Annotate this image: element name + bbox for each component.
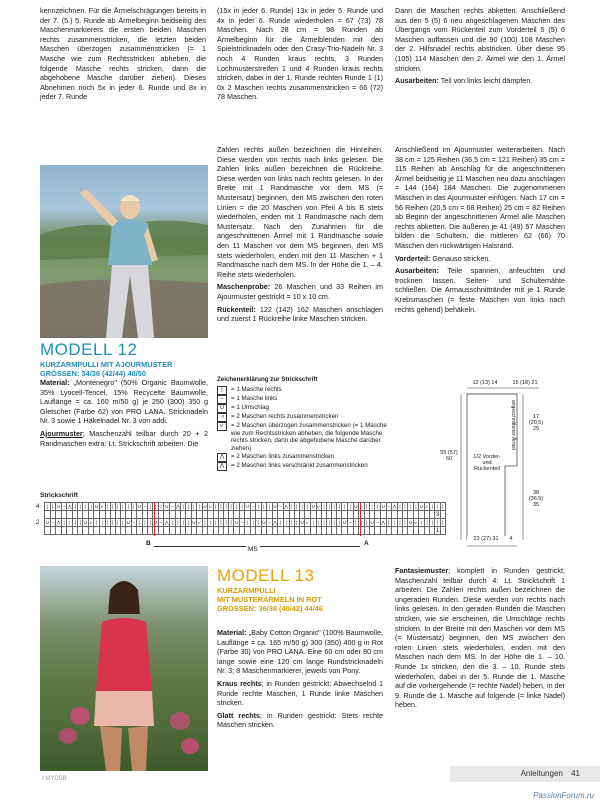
chart-arrow-a: A — [364, 540, 369, 547]
model13-heading — [217, 566, 387, 613]
legend-symbol-icon: | — [217, 386, 227, 395]
chart-cell: U — [84, 520, 88, 525]
chart-cell: | — [333, 520, 335, 525]
red-line-left — [154, 502, 155, 536]
kraus-label: Kraus rechts — [217, 678, 262, 688]
chart-cell: | — [333, 504, 335, 509]
chart-row-3: 3 — [436, 512, 440, 518]
chart-cell: | — [215, 504, 217, 509]
chart-cell: ⩗ — [317, 504, 321, 509]
finish-label: Ausarbeiten: — [395, 266, 439, 276]
legend-text: = 2 Maschen rechts zusammenstricken — [231, 412, 339, 420]
assembly-label: Ausarbeiten: — [395, 76, 439, 86]
chart-cell — [440, 511, 446, 519]
page-number-box — [450, 766, 600, 782]
chart-row-4: 4 — [36, 504, 40, 510]
chart-cell: | — [234, 503, 240, 511]
chart-cell: | — [328, 520, 330, 525]
chart-cell: | — [74, 520, 76, 525]
knitting-chart — [36, 502, 446, 560]
chart-grid — [44, 502, 446, 535]
chart-cell: | — [342, 503, 348, 511]
chart-cell: | — [79, 504, 81, 509]
col1-top-text: kennzeichnen. Für die Ärmelschrägungen bereits in der 7. (5.) 5. Runde ab Ärmelbeginn beidseitig des Maschenmarkierers die ersten beiden Maschen rechts zusammenstricken, die letzten beiden Maschen überzogen zusammenstricken (= 1 Masche wie zum Rechtsstricken abheben, die folgende Masche rechts stricken, dann die abgehobene Masche darüber ziehen). Dieses Abnehmen noch 5x in jeder 6. Runde und 8x in jeder 7. Runde — [40, 6, 206, 102]
chart-cell: U — [381, 504, 385, 509]
chart-cell: | — [230, 504, 232, 509]
chart-cell: U — [56, 504, 61, 509]
chart-cell: ⋀ — [164, 520, 169, 525]
chart-cell: – — [360, 504, 363, 509]
chart-cell: | — [149, 520, 151, 525]
chart-cell: | — [112, 504, 114, 509]
chart-cell: | — [239, 503, 244, 511]
chart-cell: U — [273, 504, 277, 509]
back-label: Rückenteil: — [217, 304, 256, 314]
chart-cell: | — [404, 520, 406, 525]
model13-left-block — [217, 628, 383, 733]
model12-photo — [40, 165, 208, 338]
legend-item — [217, 413, 387, 422]
material-label: Material: — [40, 378, 70, 387]
chart-cell: | — [310, 519, 316, 527]
legend-item — [217, 462, 387, 471]
chart-cell: U — [234, 520, 239, 525]
chart-cell: ⩗ — [89, 520, 93, 525]
chart-cell: | — [158, 503, 163, 511]
chart-cell: | — [431, 504, 433, 509]
chart-cell: U — [165, 504, 169, 509]
schematic-left: 55 (57) 60 — [440, 450, 458, 462]
chart-cell: U — [370, 520, 374, 525]
chart-cell: | — [187, 504, 190, 509]
legend-symbol-icon: U — [217, 404, 227, 413]
gauge-label: Maschenprobe: — [217, 282, 271, 292]
chart-cell: | — [328, 504, 330, 509]
chart-cell: U — [95, 504, 99, 509]
chart-cell: | — [359, 519, 364, 527]
legend-title: Zeichenerklärung zur Strickschrift — [217, 376, 318, 383]
model13-photo — [40, 566, 208, 771]
chart-cell: | — [440, 519, 446, 527]
chart-cell: ⩗ — [414, 520, 418, 525]
chart-cell: ⋀ — [381, 520, 386, 525]
chart-cell: U — [419, 504, 424, 509]
chart-cell: | — [79, 520, 81, 525]
chart-cell: | — [131, 503, 136, 511]
chart-cell: | — [257, 520, 260, 525]
model13-subtitle-1: KURZARMPULLI — [217, 586, 276, 595]
fantasie-label: Fantasiemuster — [395, 566, 449, 575]
model13-right-block — [395, 566, 565, 713]
chart-cell: | — [436, 504, 439, 509]
chart-cell: U — [300, 520, 304, 525]
material13-text: „Baby Cotton Organic" (100% Baumwolle, Lauflänge = ca. 165 m/50 g) 300 (350) 400 g in Rot (Farbe 30) von PRO LANA. Eine 60 cm oder 80 cm lange sowie eine 120 cm lange Rundstricknadeln Nr. 3; 8 Maschenmarkierer, jeweils von Pony. — [217, 628, 383, 676]
chart-cell: – — [376, 520, 379, 525]
legend-text: = 2 Maschen links zusammenstricken — [231, 452, 334, 460]
chart-cell: ⋀ — [392, 504, 397, 509]
chart-cell: U — [203, 504, 207, 509]
chart-cell: | — [419, 519, 425, 527]
legend-symbol-icon: ⋀ — [217, 462, 227, 471]
ajour-label: Ajourmuster — [40, 428, 83, 438]
chart-cell: | — [67, 519, 73, 527]
chart-cell: | — [225, 520, 227, 525]
chart-cell: | — [61, 519, 66, 527]
chart-cell: | — [153, 503, 159, 511]
chart-cell: U — [45, 520, 49, 525]
chart-cell: | — [125, 503, 131, 511]
chart-cell: | — [291, 520, 293, 525]
chart-cell: ⋀ — [67, 504, 72, 509]
chart-cell: – — [240, 520, 244, 525]
chart-cell: ⩗ — [209, 504, 212, 509]
chart-cell: U — [246, 504, 250, 509]
chart-cell: | — [220, 520, 222, 525]
chart-cell: | — [94, 519, 100, 527]
chart-cell: | — [83, 503, 89, 511]
chart-cell: | — [278, 519, 283, 527]
front-text: Genauso stricken. — [430, 253, 491, 263]
chart-cell: | — [436, 520, 439, 525]
chart-cell: | — [305, 503, 310, 511]
chart-cell: | — [392, 519, 398, 527]
kraus-text: ; in Runden gestrickt: Abwechselnd 1 Runde rechte Maschen, 1 Runde linke Maschen stricken. — [217, 678, 383, 708]
gauge-text: 26 Maschen und 33 Reihen im Ajourmuster gestrickt = 10 x 10 cm. — [217, 282, 383, 301]
finish-text: Teile spannen, anfeuchten und trocknen lassen. Seiten- und Schultemähte schließen. Die Armausschnittränder mit je 1 Runde Krebsmaschen (= feste Maschen von links nach rechts gehend) behäkeln. — [395, 266, 565, 314]
chart-cell: | — [208, 519, 213, 527]
chart-cell: – — [349, 520, 352, 525]
model12-subtitle: KURZARMPULLI MIT AJOURMUSTER — [40, 360, 173, 369]
chart-cell: | — [440, 503, 446, 511]
chart-cell: – — [387, 504, 391, 509]
chart-cell: – — [279, 504, 282, 509]
chart-cell: – — [171, 504, 174, 509]
chart-cell: | — [88, 503, 93, 511]
chart-cell: | — [107, 504, 109, 509]
chart-cell: | — [45, 503, 51, 511]
chart-cell: U — [126, 520, 130, 525]
chart-cell: | — [296, 504, 298, 509]
schematic-right-2: 38 (36,5) 35 — [528, 490, 544, 508]
chart-cell: | — [182, 504, 184, 509]
chart-cell: | — [261, 503, 267, 511]
model12-title: MODELL 12 — [40, 340, 138, 359]
chart-cell: | — [74, 504, 76, 509]
chart-cell: | — [170, 519, 175, 527]
schematic-bottom-1: 23 (27) 31 — [467, 536, 505, 542]
chart-cell: | — [122, 520, 124, 525]
chart-cell: | — [386, 519, 391, 527]
material-text: „Montenegro" (50% Organic Baumwolle, 35% Lyocell-Tencel, 15% Recycelte Baumwolle, Lauflänge = ca. 160 m/50 g) je 250 (300) 350 g Gletscher (Farbe 62) von PRO LANA. Stricknadeln Nr. 3 sowie 1 Häkelnadel Nr. 3 von addi. — [40, 378, 208, 426]
material13-label: Material: — [217, 628, 247, 637]
legend-item — [217, 453, 387, 462]
legend-symbol-icon: – — [217, 395, 227, 404]
symbol-legend — [217, 376, 387, 471]
chart-cell: | — [197, 503, 202, 511]
schematic-top-1: 12 (13) 14 — [472, 380, 498, 386]
chart-cell: | — [107, 520, 109, 525]
chart-cell: | — [338, 520, 340, 525]
legend-symbol-icon: ⩗ — [217, 422, 227, 431]
chart-cell — [440, 527, 446, 535]
assembly-text: Teil von links leicht dämpfen. — [438, 76, 533, 86]
model13-sizes: GRÖSSEN: 36/38 (40/42) 44/46 — [217, 604, 323, 613]
chart-cell: U — [192, 520, 196, 525]
chart-cell: | — [299, 503, 305, 511]
chart-cell: | — [182, 520, 184, 525]
schematic-sleeve-label: angeschnittener Ärmel — [510, 400, 516, 451]
legend-text: = 2 Maschen links verschränkt zusammenstricken — [231, 461, 368, 469]
glatt-text: ; in Runden gestrickt: Stets rechte Maschen stricken. — [217, 710, 383, 730]
legend-item — [217, 386, 387, 395]
chart-cell: U — [262, 520, 266, 525]
page-number: 41 — [571, 769, 580, 778]
chart-cell: U — [408, 520, 413, 525]
chart-cell: ⩗ — [425, 504, 429, 509]
model13-subtitle-2: MIT MUSTERÄRMELN IN ROT — [217, 595, 322, 604]
chart-cell: – — [159, 520, 163, 525]
legend-symbol-icon: ⩘ — [217, 413, 227, 422]
chart-cell: | — [191, 503, 197, 511]
model12-material-block — [40, 378, 208, 451]
glatt-label: Glatt rechts — [217, 710, 260, 720]
chart-cell: | — [404, 504, 406, 509]
model12-sizes: GRÖSSEN: 34/36 (42/44) 48/50 — [40, 369, 146, 378]
chart-cell: U — [343, 520, 347, 525]
chart-cell: | — [353, 519, 359, 527]
model13-figure — [40, 566, 208, 771]
chart-cell: | — [338, 504, 340, 509]
legend-item — [217, 422, 387, 453]
chart-cell: | — [283, 519, 289, 527]
chart-cell: ⩗ — [101, 504, 104, 509]
chart-cell: | — [117, 504, 119, 509]
schematic-bottom-2: 4 — [505, 536, 517, 542]
photo-credit: f MYDSB — [42, 776, 67, 782]
chart-cell: | — [100, 519, 105, 527]
chart-cell: | — [369, 503, 375, 511]
chart-cell: | — [250, 519, 255, 527]
chart-cell: ⩗ — [306, 520, 309, 525]
chart-cell: | — [413, 503, 418, 511]
chart-cell: | — [296, 520, 298, 525]
col2-mid-text: Zahlen rechts außen bezeichnen die Hinreihen. Diese werden von rechts nach links gelesen. Die Zahlen links außen bezeichnen die Rückreihe. Diese werden von links nach rechts gelesen. In der Breite mit 1 Randmasche vor dem MS (= Mustersatz) beginnen, den MS zwischen den roten Linien = die 20 Maschen von Pfeil A bis B stets wiederholen, enden mit 1 Randmasche nach dem Mustersatz. Nach den Zunahmen für die angeschnittenen Ärmel mit 1 Randmasche sowie den 11 Maschen vor dem MS beginnen, den MS stets wiederholen, enden mit den 11 Maschen + 1 Randmasche nach dem MS. In der Höhe die 1. – 4. Reihe stets wiederholen. Maschenprobe: 26 Maschen und 33 Reihen im Ajourmuster gestrickt = 10 x 10 cm. Rückenteil: 122 (142) 162 Maschen anschlagen und zuerst 1 Rückreihe linke Maschen stricken. — [217, 145, 383, 324]
model13-title: MODELL 13 — [217, 566, 315, 585]
chart-cell: | — [348, 503, 353, 511]
legend-text: = 1 Umschlag — [231, 403, 270, 411]
model12-heading — [40, 340, 210, 378]
chart-cell: | — [366, 520, 368, 525]
chart-cell: | — [323, 504, 325, 509]
col3-mid-text: Anschließend im Ajourmuster weiterarbeiten. Nach 38 cm = 125 Reihen (36,5 cm = 121 Reihen) 35 cm = 115 Reihen ab Anschlag für die angeschnittenen Ärmel beidseitig je 11 Maschen neu dazu anschlagen = 144 (164) 184 Maschen. Die zugenommenen Maschen in das Ajourmuster einfügen. Nach 17 cm = 56 Reihen (20,5 cm = 68 Reihen) 25 cm = 82 Reihen ab Beginn der angeschnittenen Ärmel alle Maschen rechts abketten. Die äußeren je 41 (49) 57 Maschen bilden die Schultern, die mittleren 62 (66) 70 Maschen den rückwärtigen Halsrand. Vorderteil: Genauso stricken. Ausarbeiten: Teile spannen, anfeuchten und trocknen lassen. Seiten- und Schultemähte schließen. Die Armausschnittränder mit je 1 Runde Krebsmaschen (= feste Maschen von links nach rechts gehend) behäkeln. — [395, 145, 565, 314]
chart-cell: | — [50, 503, 55, 511]
chart-cell: U — [137, 504, 141, 509]
watermark: PassionForum.ru — [533, 791, 594, 800]
chart-cell: ⋀ — [56, 520, 61, 525]
legend-item — [217, 404, 387, 413]
chart-cell: | — [424, 519, 429, 527]
legend-symbol-icon: ⋀ — [217, 453, 227, 462]
chart-cell: | — [175, 519, 181, 527]
back-text: 122 (142) 162 Maschen anschlagen und zuerst 1 Rückreihe linke Maschen stricken. — [217, 304, 383, 324]
chart-cell: | — [316, 519, 321, 527]
chart-cell: ⩗ — [198, 520, 201, 525]
chart-cell: U — [354, 504, 358, 509]
ajour-text: ; Maschenzahl teilbar durch 20 + 2 Randmaschen extra: Lt. Strickschrift arbeiten. Die — [40, 428, 208, 448]
chart-cell: – — [51, 520, 55, 525]
legend-text: = 1 Masche rechts — [231, 385, 282, 393]
chart-row-2: 2 — [36, 520, 40, 526]
chart-cell: ⋀ — [273, 520, 277, 525]
col2-top-text: (15x in jeder 6. Runde) 13x in jeder 5. Runde und 4x in jeder 6. Runde wiederholen = 67 (73) 78 Maschen. Nach 28 cm = 98 Runden ab Ärmelbeginn für die Ärmelblenden mit den Spielstricknadeln oder den Crasy-Trio-Nadeln Nr. 3 noch 4 Runden kraus rechts, 3 Runden Lochmusterstreifen 1 und 4 Runden kraus rechts stricken, dabei in der 1. Runde rechten Runde 1 (1) 0x 2 Maschen rechts zusammenstricken = 66 (72) 78 Maschen. — [217, 6, 383, 102]
chart-cell: | — [137, 519, 143, 527]
chart-cell: | — [291, 504, 293, 509]
chart-cell: – — [62, 504, 66, 509]
chart-title: Strickschrift — [40, 492, 78, 499]
chart-cell: | — [112, 520, 114, 525]
chart-cell: | — [375, 503, 380, 511]
legend-text: = 1 Masche links — [231, 394, 278, 402]
chart-cell: | — [225, 504, 227, 509]
chart-cell: – — [143, 504, 147, 509]
chart-cell: | — [245, 519, 251, 527]
chart-cell: | — [408, 503, 414, 511]
chart-cell: – — [268, 520, 271, 525]
schematic-top-2: 15 (18) 21 — [512, 380, 538, 386]
chart-arrow-b: B — [146, 540, 151, 547]
chart-cell: | — [117, 520, 119, 525]
chart-cell: | — [142, 519, 147, 527]
schematic-center: 1/2 Vorder- und Rückenteil — [473, 454, 501, 472]
chart-cell: | — [220, 504, 222, 509]
chart-cell: – — [251, 504, 255, 509]
chart-cell: – — [132, 520, 136, 525]
chart-cell: U — [311, 504, 315, 509]
chart-cell: | — [187, 520, 190, 525]
chart-ms-label: MS — [248, 546, 258, 553]
chart-cell: | — [149, 504, 151, 509]
chart-cell: | — [257, 504, 260, 509]
chart-cell: | — [202, 519, 208, 527]
fantasie-text: ; komplett in Runden gestrickt; Maschenzahl teilbar durch 4: Lt. Strickschrift 1 arbeiten. Die Zahlen rechts außen bezeichnen die ungeraden Runden. Diese werden von rechts nach links gelesen. In den geraden Runden die Maschen stricken, wie sie erscheinen, die Umschläge rechts stricken. In der Breite mit den Maschen vor dem MS (= Mustersatz) beginnen, den MS zwischen den roten Linien stets wiederholen, enden mit den Maschen nach dem MS. In der Höhe die 1. – 10. Runde 1x stricken, den die 3. – 10. Runde stets wiederholen, dabei in der 5. Runde die 1. Masche auf die vorhergehende (= rechte Nadel) heben, in der 9. Runde die 1. Masche auf folgende (= linke Nadel) heben. — [395, 566, 565, 710]
chart-cell: | — [431, 520, 433, 525]
legend-text: = 2 Maschen überzogen zusammenstricken (= 1 Masche wie zum Rechtsstricken abheben, die folgende Masche rechts stricken, dann die abgehobene Masche darüber ziehen) — [231, 421, 387, 453]
model12-figure — [40, 165, 208, 338]
page-section-label: Anleitungen — [520, 769, 563, 778]
chart-cell: ⋀ — [284, 504, 289, 509]
legend-item — [217, 395, 387, 404]
chart-cell: | — [323, 520, 325, 525]
chart-cell: | — [366, 504, 368, 509]
col3-top-text: Dann die Maschen rechts abketten. Anschließend aus den 5 (5) 6 neu angeschlagenen Maschen des Übergangs vom Rückenteil zum Vorderteil 5 (5) 6 Maschen auffassen und die 90 (100) 108 Maschen der 2. Hilfsnadel rechts abstricken. Über diese 95 (105) 114 Maschen den 2. Ärmel wie den 1. Ärmel stricken. Ausarbeiten: Teil von links leicht dämpfen. — [395, 6, 565, 86]
chart-cell: | — [122, 504, 124, 509]
chart-cell: | — [215, 520, 217, 525]
chart-cell: U — [153, 520, 158, 525]
schematic-right-1: 17 (20,5) 25 — [528, 414, 544, 432]
chart-cell: ⋀ — [176, 504, 180, 509]
front-label: Vorderteil: — [395, 253, 431, 263]
chart-cell: | — [399, 504, 401, 509]
chart-cell: | — [230, 520, 232, 525]
red-line-right — [360, 502, 361, 536]
chart-row-1: 1 — [436, 528, 440, 534]
chart-cell: | — [399, 520, 401, 525]
chart-cell: | — [267, 503, 272, 511]
